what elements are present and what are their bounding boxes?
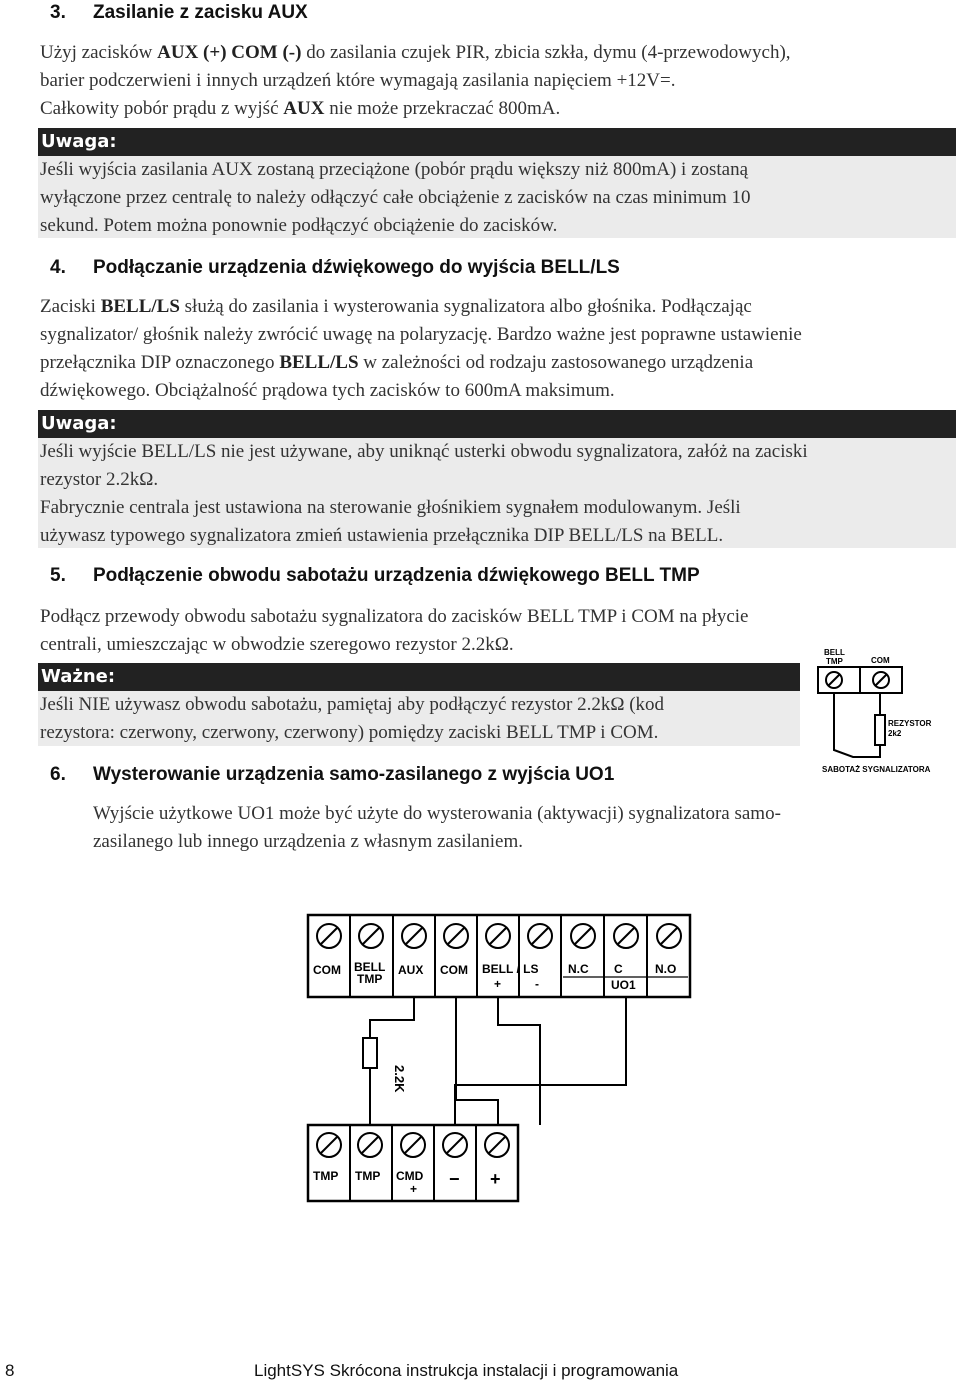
- screw-icon: [444, 924, 468, 948]
- screw-icon: [485, 1133, 509, 1157]
- screw-icon: [401, 1133, 425, 1157]
- terminal-label: N.C: [568, 962, 589, 976]
- note-line: Fabrycznie centrala jest ustawiona na sterowanie głośnikiem sygnałem modulowanym. Jeśli: [40, 497, 741, 518]
- section-5-number: 5.: [50, 565, 66, 586]
- terminal-name: AUX: [283, 98, 325, 119]
- section-6-title: Wysterowanie urządzenia samo-zasilanego z wyjścia UO1: [93, 764, 615, 785]
- screw-icon: [402, 924, 426, 948]
- screw-icon: [528, 924, 552, 948]
- screw-icon: [359, 924, 383, 948]
- resistor-icon: [363, 1038, 377, 1068]
- text-run: służą do zasilania i wysterowania sygnalizatora albo głośnika. Podłączając: [179, 296, 752, 317]
- terminal-label: AUX: [398, 963, 424, 977]
- resistor-value: 2k2: [888, 729, 902, 738]
- note-header: Uwaga:: [38, 410, 956, 438]
- footer-title: LightSYS Skrócona instrukcja instalacji i programowania: [254, 1361, 679, 1380]
- terminal-name: BELL/LS: [100, 296, 180, 317]
- text-run: Zaciski: [40, 296, 101, 317]
- com-label: COM: [871, 656, 890, 665]
- siren-terminal-plus: +: [410, 1182, 418, 1196]
- section-4-paragraph: [40, 293, 955, 405]
- screw-icon: [657, 924, 681, 948]
- terminal-label: BELL / LS: [482, 962, 539, 976]
- section-5-title: Podłączenie obwodu sabotażu urządzenia dźwiękowego BELL TMP: [93, 565, 700, 586]
- bell-tmp-label-top: BELL: [824, 648, 845, 657]
- text-run: nie może przekraczać 800mA.: [324, 98, 561, 119]
- text-run: do zasilania czujek PIR, zbicia szkła, dymu (4-przewodowych),: [301, 42, 791, 63]
- terminal-minus: -: [535, 977, 539, 991]
- screw-icon: [358, 1133, 382, 1157]
- terminal-label: TMP: [357, 972, 383, 986]
- terminal-plus: +: [494, 977, 502, 991]
- section-6-number: 6.: [50, 764, 66, 785]
- uo1-wiring-diagram: [300, 910, 700, 1210]
- note-line: sekund. Potem można ponownie podłączyć obciążenie do zacisków.: [40, 215, 558, 236]
- note-header: Uwaga:: [38, 128, 956, 156]
- tamper-circuit-diagram: [810, 645, 960, 780]
- text-run: przełącznika DIP oznaczonego: [40, 352, 280, 373]
- screw-icon: [614, 924, 638, 948]
- note-box: [38, 438, 956, 548]
- resistor-icon: [875, 715, 885, 745]
- siren-terminal-label: TMP: [355, 1169, 381, 1183]
- terminal-label: C: [614, 962, 623, 976]
- page-number: 8: [5, 1361, 15, 1380]
- note-line: rezystor 2.2kΩ.: [40, 469, 159, 490]
- tamper-caption: SABOTAŻ SYGNALIZATORA: [822, 765, 931, 774]
- bell-tmp-label-bottom: TMP: [826, 657, 843, 666]
- section-4-number: 4.: [50, 257, 66, 278]
- terminal-label: N.O: [655, 962, 677, 976]
- resistor-label: REZYSTOR: [888, 719, 932, 728]
- terminal-name: AUX (+) COM (-): [157, 42, 302, 63]
- text-line: Podłącz przewody obwodu sabotażu sygnalizatora do zacisków BELL TMP i COM na płycie: [40, 606, 749, 627]
- text-line: centrali, umieszczając w obwodzie szeregowo rezystor 2.2kΩ.: [40, 634, 514, 655]
- section-3-paragraph: [40, 39, 955, 123]
- text-line: barier podczerwieni i innych urządzeń które wymagają zasilania napięciem +12V=.: [40, 70, 676, 91]
- important-header: Ważne:: [38, 663, 800, 691]
- section-4-title: Podłączanie urządzenia dźwiękowego do wyjścia BELL/LS: [93, 257, 620, 278]
- screw-icon: [826, 672, 842, 688]
- screw-icon: [317, 1133, 341, 1157]
- text-run: Całkowity pobór prądu z wyjść: [40, 98, 284, 119]
- note-box: [38, 156, 956, 238]
- screw-icon: [873, 672, 889, 688]
- screw-icon: [443, 1133, 467, 1157]
- important-box: [38, 691, 800, 746]
- note-line: wyłączone przez centralę to należy odłączyć całe obciążenie z zacisków na czas minimum 10: [40, 187, 751, 208]
- section-3-title: Zasilanie z zacisku AUX: [93, 2, 308, 23]
- text-run: Użyj zacisków: [40, 42, 158, 63]
- section-3-number: 3.: [50, 2, 66, 23]
- note-line: rezystora: czerwony, czerwony, czerwony) pomiędzy zaciski BELL TMP i COM.: [40, 722, 659, 743]
- section-6-paragraph: [93, 800, 953, 856]
- siren-terminal-label: −: [449, 1169, 460, 1189]
- resistor-label: 2.2K: [392, 1065, 407, 1093]
- siren-terminal-label: CMD: [396, 1169, 424, 1183]
- terminal-label: COM: [313, 963, 341, 977]
- note-line: Jeśli wyjście BELL/LS nie jest używane, aby uniknąć usterki obwodu sygnalizatora, załóż na zaciski: [40, 441, 808, 462]
- terminal-label: BELL: [354, 960, 386, 974]
- screw-icon: [317, 924, 341, 948]
- text-line: Wyjście użytkowe UO1 może być użyte do wysterowania (aktywacji) sygnalizatora samo-: [93, 803, 781, 824]
- terminal-name: BELL/LS: [279, 352, 359, 373]
- note-line: używasz typowego sygnalizatora zmień ustawienia przełącznika DIP BELL/LS na BELL.: [40, 525, 724, 546]
- uo1-label: UO1: [611, 978, 636, 992]
- note-line: Jeśli wyjścia zasilania AUX zostaną przeciążone (pobór prądu większy niż 800mA) i zostaną: [40, 159, 749, 180]
- terminal-label: COM: [440, 963, 468, 977]
- note-line: Jeśli NIE używasz obwodu sabotażu, pamiętaj aby podłączyć rezystor 2.2kΩ (kod: [40, 694, 665, 715]
- siren-terminal-label: TMP: [313, 1169, 339, 1183]
- text-line: sygnalizator/ głośnik należy zwrócić uwagę na polaryzację. Bardzo ważne jest poprawne ustawienie: [40, 324, 802, 345]
- text-line: dźwiękowego. Obciążalność prądowa tych zacisków to 600mA maksimum.: [40, 380, 615, 401]
- text-run: w zależności od rodzaju zastosowanego urządzenia: [358, 352, 754, 373]
- screw-icon: [486, 924, 510, 948]
- siren-terminal-label: +: [490, 1169, 501, 1189]
- screw-icon: [571, 924, 595, 948]
- text-line: zasilanego lub innego urządzenia z własnym zasilaniem.: [93, 831, 523, 852]
